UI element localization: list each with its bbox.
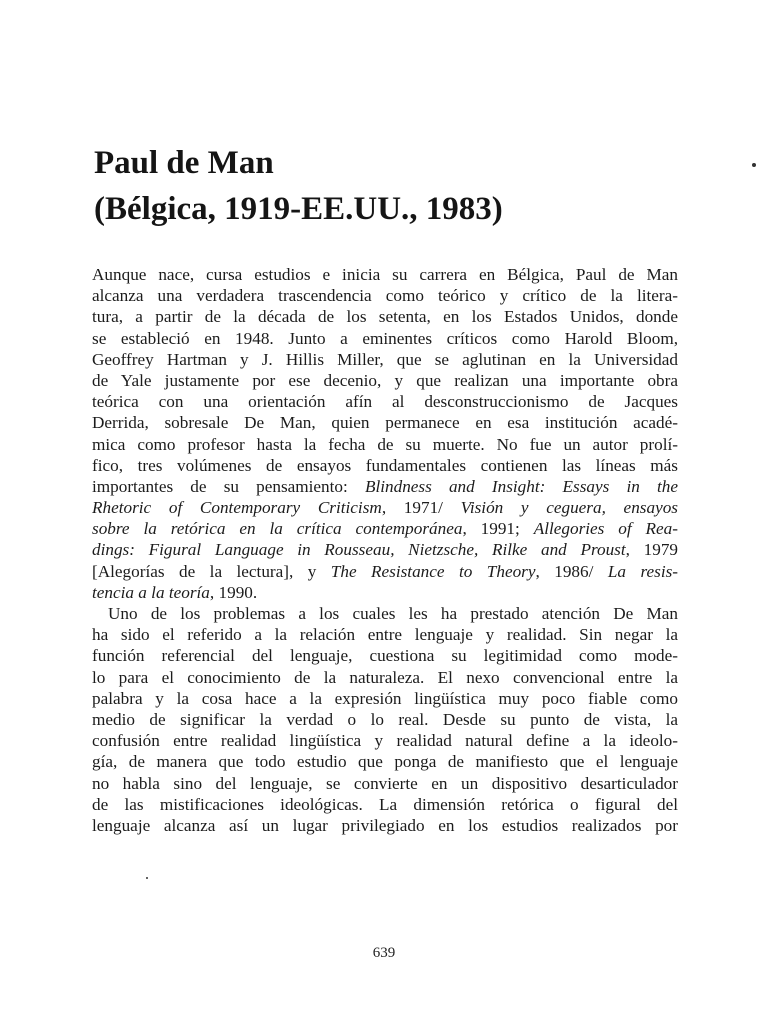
text-line-paragraph-end: tencia a la teoría, 1990. [92,582,258,602]
text-line-paragraph-start: Uno de los problemas a los cuales les ha prestado atención De Man [108,604,678,623]
page-number: 639 [372,945,396,961]
text-line: teórica con una orientación afín al desconstruccionismo de Jacques [92,392,678,412]
book-title-italic: The Resistance to Theory [330,561,536,581]
text-line: dings: Figural Language in Rousseau, Nietzsche, Rilke and Proust, 1979 [92,540,679,560]
text-line: [Alegorías de la lectura], y The Resistance to Theory, 1986/ La resis- [92,561,679,581]
text-line: se estableció en 1948. Junto a eminentes críticos como Harold Bloom, [92,328,678,348]
text-line: fico, tres volúmenes de ensayos fundamentales contienen las líneas más [92,455,678,475]
text-line: lenguaje alcanza así un lugar privilegiado en los estudios realizados por [92,815,678,835]
page-title [94,140,694,232]
text-line: confusión entre realidad lingüística y realidad natural define a la ideolo- [92,731,678,751]
text-line: importantes de su pensamiento: Blindness and Insight: Essays in the [92,476,678,496]
text-line: no habla sino del lenguaje, se convierte en un dispositivo desarticulador [92,773,678,793]
scan-speck [752,163,756,167]
book-title-italic: Blindness and Insight: Essays in the [364,476,678,496]
text-line: de las mistificaciones ideológicas. La dimensión retórica o figural del [92,794,678,814]
title-author-name: Paul de Man [94,145,274,181]
text-line: medio de significar la verdad o lo real. Desde su punto de vista, la [92,709,678,729]
text-line: palabra y la cosa hace a la expresión lingüística muy poco fiable como [92,688,678,708]
book-title-italic: sobre la retórica en la crítica contemporánea [92,519,463,539]
text-line: mica como profesor hasta la fecha de su muerte. No fue un autor prolí- [92,434,678,454]
text-line: ha sido el referido a la relación entre lenguaje y realidad. Sin negar la [92,625,678,645]
text-line: alcanza una verdadera trascendencia como teórico y crítico de la litera- [92,286,678,306]
text-line: función referencial del lenguaje, cuestiona su legitimidad como mode- [92,646,678,666]
book-title-italic: Visión y ceguera, ensayos [460,498,678,518]
book-title-italic: Rhetoric of Contemporary Criticism [92,498,382,518]
book-title-italic: Allegories of Rea- [533,519,678,539]
text-line: Rhetoric of Contemporary Criticism, 1971/ Visión y ceguera, ensayos [92,498,678,518]
text-line: lo para el conocimiento de la naturaleza. El nexo convencional entre la [92,667,678,687]
text-line: Derrida, sobresale De Man, quien permanece en esa institución acadé- [92,413,678,433]
text-line: de Yale justamente por ese decenio, y que realizan una importante obra [92,370,678,390]
text-line: sobre la retórica en la crítica contemporánea, 1991; Allegories of Rea- [92,519,678,539]
text-line: gía, de manera que todo estudio que ponga de manifiesto que el lenguaje [92,752,678,772]
book-title-italic: dings: Figural Language in Rousseau, Nietzsche, Rilke and Proust [92,540,626,560]
text-line: Aunque nace, cursa estudios e inicia su carrera en Bélgica, Paul de Man [92,265,678,284]
title-author-dates: (Bélgica, 1919-EE.UU., 1983) [94,191,503,227]
text-line: tura, a partir de la década de los setenta, en los Estados Unidos, donde [92,307,678,327]
book-title-italic: La resis- [607,561,679,581]
book-title-italic: tencia a la teoría [92,582,210,602]
body-text [92,264,678,836]
text-line: Geoffrey Hartman y J. Hillis Miller, que se aglutinan en la Universidad [92,349,678,369]
scan-speck [146,877,148,879]
